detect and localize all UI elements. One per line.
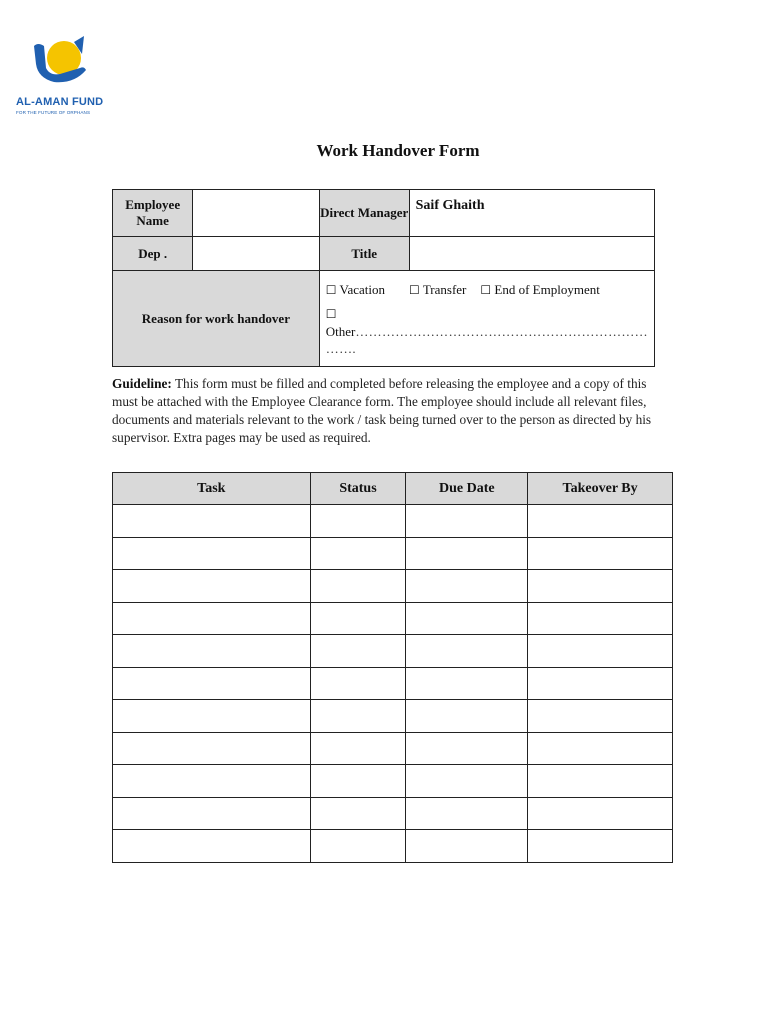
- takeover-by-column-header: Takeover By: [528, 473, 673, 505]
- table-row: [113, 570, 673, 603]
- task-cell[interactable]: [113, 602, 311, 635]
- table-row: [113, 505, 673, 538]
- status-cell[interactable]: [310, 700, 406, 733]
- guideline-text: This form must be filled and completed before releasing the employee and a copy of this must be attached with the Employee Clearance form. The employee should include all relevant files, documents and materials relevant to the work / task being turned over to the person as directed by his supervisor. Extra pages may be used as required.: [112, 376, 652, 445]
- table-row: [113, 537, 673, 570]
- vacation-option[interactable]: ☐ Vacation: [325, 282, 386, 297]
- takeover-by-cell[interactable]: [528, 570, 673, 603]
- task-cell[interactable]: [113, 505, 311, 538]
- reason-label: Reason for work handover: [113, 271, 320, 367]
- due-date-cell[interactable]: [406, 602, 528, 635]
- al-aman-logo-icon: [24, 34, 94, 94]
- takeover-by-cell[interactable]: [528, 602, 673, 635]
- due-date-cell[interactable]: [406, 830, 528, 863]
- due-date-cell[interactable]: [406, 635, 528, 668]
- reason-options: [319, 271, 654, 367]
- due-date-cell[interactable]: [406, 667, 528, 700]
- takeover-by-cell[interactable]: [528, 830, 673, 863]
- status-cell[interactable]: [310, 635, 406, 668]
- task-cell[interactable]: [113, 635, 311, 668]
- title-field[interactable]: [409, 237, 654, 271]
- org-logo: [14, 34, 104, 124]
- task-cell[interactable]: [113, 732, 311, 765]
- status-cell[interactable]: [310, 830, 406, 863]
- other-fill-line-2: …….: [325, 341, 356, 356]
- table-row: [113, 700, 673, 733]
- end-of-employment-checkbox-icon[interactable]: ☐: [480, 283, 492, 297]
- takeover-by-cell[interactable]: [528, 537, 673, 570]
- status-cell[interactable]: [310, 732, 406, 765]
- takeover-by-cell[interactable]: [528, 667, 673, 700]
- due-date-cell[interactable]: [406, 537, 528, 570]
- form-title: Work Handover Form: [316, 141, 480, 160]
- status-cell[interactable]: [310, 765, 406, 798]
- status-cell[interactable]: [310, 797, 406, 830]
- transfer-option[interactable]: ☐ Transfer: [409, 282, 467, 297]
- task-cell[interactable]: [113, 667, 311, 700]
- status-cell[interactable]: [310, 505, 406, 538]
- employee-name-label: Employee Name: [113, 190, 193, 237]
- title-label: Title: [319, 237, 409, 271]
- due-date-cell[interactable]: [406, 505, 528, 538]
- task-cell[interactable]: [113, 797, 311, 830]
- guideline-paragraph: [112, 375, 657, 447]
- direct-manager-field[interactable]: Saif Ghaith: [409, 190, 654, 237]
- status-cell[interactable]: [310, 570, 406, 603]
- table-row: [113, 830, 673, 863]
- other-checkbox-icon[interactable]: ☐: [325, 307, 337, 321]
- takeover-by-cell[interactable]: [528, 505, 673, 538]
- task-cell[interactable]: [113, 700, 311, 733]
- due-date-cell[interactable]: [406, 732, 528, 765]
- vacation-checkbox-icon[interactable]: ☐: [325, 283, 337, 297]
- due-date-column-header: Due Date: [406, 473, 528, 505]
- table-row: [113, 732, 673, 765]
- table-row: [113, 667, 673, 700]
- org-name: AL-AMAN FUND: [16, 96, 104, 108]
- table-row: [113, 765, 673, 798]
- dep-field[interactable]: [193, 237, 319, 271]
- transfer-checkbox-icon[interactable]: ☐: [409, 283, 420, 297]
- org-tagline: FOR THE FUTURE OF ORPHANS: [16, 110, 91, 115]
- other-fill-line: …………………………………………………………: [355, 324, 648, 339]
- task-rows: [113, 505, 673, 863]
- task-column-header: Task: [113, 473, 311, 505]
- task-cell[interactable]: [113, 765, 311, 798]
- task-cell[interactable]: [113, 537, 311, 570]
- dep-label: Dep .: [113, 237, 193, 271]
- task-cell[interactable]: [113, 570, 311, 603]
- takeover-by-cell[interactable]: [528, 797, 673, 830]
- employee-name-field[interactable]: [193, 190, 319, 237]
- due-date-cell[interactable]: [406, 700, 528, 733]
- status-column-header: Status: [310, 473, 406, 505]
- takeover-by-cell[interactable]: [528, 635, 673, 668]
- employee-info-table: [112, 189, 655, 367]
- takeover-by-cell[interactable]: [528, 732, 673, 765]
- due-date-cell[interactable]: [406, 570, 528, 603]
- due-date-cell[interactable]: [406, 797, 528, 830]
- direct-manager-label: Direct Manager: [319, 190, 409, 237]
- other-option[interactable]: Other…………………………………………………………: [325, 324, 648, 339]
- table-row: [113, 635, 673, 668]
- takeover-by-cell[interactable]: [528, 700, 673, 733]
- status-cell[interactable]: [310, 537, 406, 570]
- takeover-by-cell[interactable]: [528, 765, 673, 798]
- status-cell[interactable]: [310, 667, 406, 700]
- due-date-cell[interactable]: [406, 765, 528, 798]
- task-cell[interactable]: [113, 830, 311, 863]
- status-cell[interactable]: [310, 602, 406, 635]
- table-row: [113, 602, 673, 635]
- guideline-label: Guideline:: [112, 376, 172, 391]
- tasks-table: [112, 472, 673, 863]
- table-row: [113, 797, 673, 830]
- end-of-employment-option[interactable]: ☐ End of Employment: [480, 282, 600, 297]
